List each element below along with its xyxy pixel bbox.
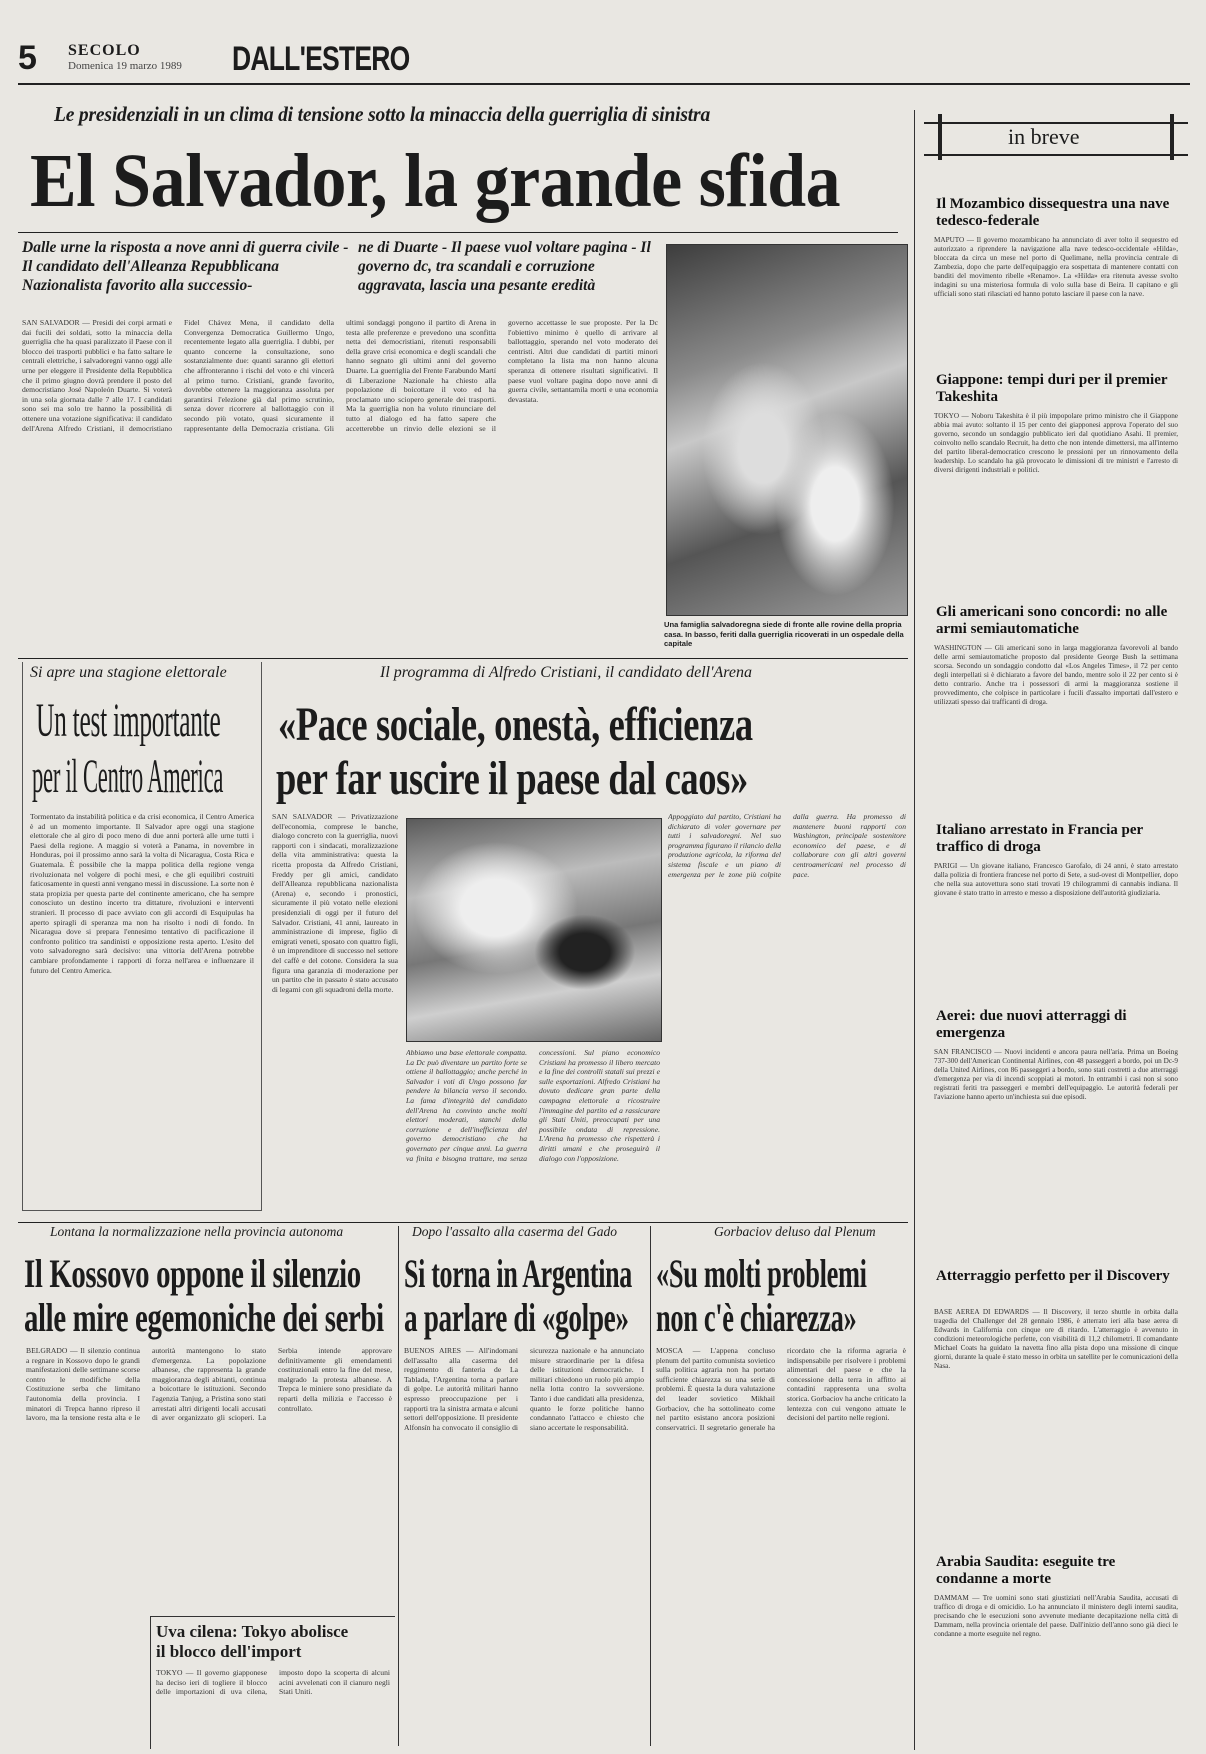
cristiani-body-right-text: La guerra va finita e bisogna trattare, ma senza concessioni. Sul piano economico Cristiani ha promesso il libero mercato e la fine dei controlli statali sui prezzi e sulle esportazioni. Alfredo Cristiani ha dovuto dedicare gran parte della campagna elettorale a ricostruire l'immagine del partito ed a rassicurare gli Stati Uniti, preoccupati per una possibile ondata di repressione. L'Arena ha promesso che rispetterà i diritti umani e che proseguirà il dialogo con l'opposizione. (406, 1048, 660, 1163)
uva-headline-1: Uva cilena: Tokyo abolisce (156, 1622, 349, 1641)
argentina-headline-1: Si torna in Argentina (404, 1251, 632, 1296)
brief-body-giappone: TOKYO — Noboru Takeshita è il più impopolare primo ministro che il Giappone abbia mai avuto: soltanto il 15 per cento dei giapponesi approva l'operato del suo governo, secondo un sondaggio pubblicato ieri dal quotidiano Asahi. Il premier, coinvolto nello scandalo Recruit, ha detto che non intende dimettersi, ma all'interno del partito liberal-democratico crescono le pressioni per un rinnovamento della leadership. Lo scandalo ha già provocato le dimissioni di tre ministri e l'arresto di diversi dirigenti industriali e politici. (934, 412, 1178, 474)
sidebar-divider (914, 110, 915, 1750)
lead-rule (18, 232, 898, 233)
cristiani-kicker: Il programma di Alfredo Cristiani, il candidato dell'Arena (380, 664, 753, 681)
argentina-kicker: Dopo l'assalto alla caserma del Gado (412, 1224, 618, 1239)
gorbaciov-body: MOSCA — L'appena concluso plenum del partito comunista sovietico sulla politica agraria non ha portato sufficiente chiarezza su una serie di problemi. È questa la dura valutazione del leader sovietico Mikhail Gorbaciov, che ha sottolineato come nel partito esistano ancora posizioni conservatrici. Il segretario generale ha ricordato che la riforma agraria è indispensabile per risolvere i problemi alimentari del paese e che la concessione della terra in affitto ai contadini rappresenta una svolta storica. Gorbaciov ha anche criticato la lentezza con cui vengono attuate le decisioni del partito nelle regioni. (656, 1346, 906, 1432)
brief-body-mozambico: MAPUTO — Il governo mozambicano ha annunciato di aver tolto il sequestro ed autorizzato a riprendere la navigazione alla nave tedesco-occidentale «Hilda», bloccata da circa un mese nel porto di Quelimane, nella provincia centrale di Zambezia, dopo che parte dell'equipaggio era sospettata di mantenere contatti con banditi del movimento ribelle «Renamo». La «Hilda» era ritenuta avesse svolto indagini su una misteriosa formula di volo sulla base di Beira. Il capitano e gli ufficiali sono stati rilasciati ed hanno potuto lasciare il paese con la nave. (934, 236, 1178, 298)
brief-title-aerei: Aerei: due nuovi atterraggi di emergenza (936, 1008, 1127, 1041)
bottom-rule (18, 1222, 908, 1223)
ca-kicker: Si apre una stagione elettorale (30, 664, 227, 681)
cristiani-headline-2: per far uscire il paese dal caos» (276, 752, 748, 805)
cristiani-body-far: Appoggiato dal partito, Cristiani ha dichiarato di voler governare per tutti i salvadoregni. Nel suo programma figurano il rilancio della produzione agricola, la riforma del sistema fiscale e un piano di emergenza per le zone più colpite dalla guerra. Ha promesso di mantenere buoni rapporti con Washington, principale sostenitore economico del paese, e di collaborare con gli altri governi centroamericani nel processo di pace. (668, 812, 906, 879)
cristiani-photo (406, 818, 662, 1042)
uva-body: TOKYO — Il governo giapponese ha deciso ieri di togliere il blocco delle importazioni di uva cilena, imposto dopo la scoperta di alcuni acini avvelenati con il cianuro negli Stati Uniti. (156, 1668, 390, 1697)
brief-body-aerei: SAN FRANCISCO — Nuovi incidenti e ancora paura nell'aria. Prima un Boeing 737-300 dell'American Continental Airlines, con 48 passeggeri a bordo, poi un Dc-9 della United Airlines, con 86 passeggeri a bordo, sono stati costretti a due atterraggi d'emergenza per via di incendi scoppiati ai motori. In entrambi i casi non si sono registrati feriti tra passeggeri e membri dell'equipaggio. Le autorità federali per l'aviazione hanno aperto un'inchiesta sui due episodi. (934, 1048, 1178, 1101)
argentina-headline-2: a parlare di «golpe» (404, 1295, 629, 1340)
gorbaciov-headline-1: «Su molti problemi (656, 1251, 867, 1296)
sidebar-header: in breve (1008, 124, 1080, 149)
sidebar-header-bracket-right (1170, 114, 1174, 160)
argentina-body: BUENOS AIRES — All'indomani dell'assalto alla caserma del reggimento di fanteria de La Tablada, l'Argentina torna a parlare di golpe. Le autorità militari hanno espresso preoccupazione per i rapporti tra la sinistra armata e alcuni settori dell'opposizione. Il presidente Alfonsín ha convocato il consiglio di sicurezza nazionale e ha annunciato misure straordinarie per la difesa delle istituzioni democratiche. I militari chiedono un ruolo più ampio nella lotta contro la sovversione. Tanto i due candidati alla presidenza, quanto le forze politiche hanno condannato l'attacco e chiesto che siano accertate le responsabilità. (404, 1346, 644, 1432)
uva-headline-2: il blocco dell'import (156, 1642, 302, 1661)
brief-title-italiano: Italiano arrestato in Francia per traffico di droga (936, 822, 1143, 855)
kossovo-body: BELGRADO — Il silenzio continua a regnare in Kossovo dopo le grandi manifestazioni delle settimane scorse contro le modifiche della Costituzione serba che limitano l'autonomia della provincia. I minatori di Trepca hanno ripreso il lavoro, ma la tensione resta alta e le autorità mantengono lo stato d'emergenza. La popolazione albanese, che rappresenta la grande maggioranza degli abitanti, continua a boicottare le istituzioni. Secondo l'agenzia Tanjug, a Pristina sono stati arrestati altri dirigenti locali accusati di aver organizzato gli scioperi. La Serbia intende approvare definitivamente gli emendamenti costituzionali entro la fine del mese, malgrado la protesta albanese. A Trepca le miniere sono presidiate da reparti della milizia e l'accesso è controllato. (26, 1346, 392, 1423)
cristiani-body-left: SAN SALVADOR — Privatizzazione dell'economia, comprese le banche, dialogo concreto con la guerriglia, nuovi rapporti con i sindacati, moralizzazione della vita amministrativa: questa la ricetta proposta da Alfredo Cristiani, Freddy per gli amici, candidato dell'Alleanza repubblicana nazionalista (Arena) e, secondo i pronostici, sicuramente il più votato nelle elezioni presidenziali di oggi per il futuro del Salvador. Cristiani, 41 anni, laureato in amministrazione di imprese, figlio di emigrati veneti, sposato con quattro figli, è un imprenditore di successo nel settore del caffè e del cotone. Considera la sua figura una garanzia di moderazione per un partito che in passato è stato accusato di legami con gli squadroni della morte. (272, 812, 398, 994)
cristiani-headline-1: «Pace sociale, onestà, efficienza (278, 698, 753, 751)
lead-photo (666, 244, 908, 616)
logo: SECOLO (68, 42, 141, 59)
brief-title-mozambico: Il Mozambico dissequestra una nave tedesco-federale (936, 196, 1170, 229)
lead-subhead-left: Dalle urne la risposta a nove anni di guerra civile - Il candidato dell'Alleanza Repubblicana Nazionalista favorito alla successio- (22, 239, 349, 294)
mid-rule (18, 658, 908, 659)
bottom-divider-1 (398, 1226, 399, 1746)
kossovo-kicker: Lontana la normalizzazione nella provincia autonoma (50, 1224, 344, 1239)
gorbaciov-kicker: Gorbaciov deluso dal Plenum (714, 1224, 876, 1239)
ca-body: Tormentato da instabilità politica e da crisi economica, il Centro America è ad un momento importante. Il Salvador apre oggi una stagione elettorale che al giro di poco meno di due anni porterà alle urne tutti i Paesi della regione. A maggio si voterà a Panama, in novembre in Honduras, poi il prossimo anno sarà la volta di Nicaragua, Costa Rica e Guatemala. È possibile che la mappa politica della regione venga rivoluzionata nel volgere di pochi mesi, e che gli equilibri costruiti faticosamente in questi anni vengano messi in discussione. La sorte non è stata propizia per questa parte del continente americano, che ha sempre conosciuto un destino incerto tra dittature, rivoluzioni e interventi stranieri. Il processo di pace avviato con gli accordi di Esquipulas ha aperto spiragli di speranza ma non ha risolto i nodi di fondo. In Nicaragua dove si prepara l'ennesimo tentativo di pacificazione il confronto politico tra sandinisti e opposizione resta aperto. L'esito del voto salvadoregno sarà decisivo: una vittoria dell'Arena potrebbe cambiare profondamente i rapporti di forza nell'area e influenzare il futuro del Centro America. (30, 812, 254, 975)
brief-title-americani: Gli americani sono concordi: no alle armi semiautomatiche (936, 604, 1168, 637)
brief-title-discovery: Atterraggio perfetto per il Discovery (936, 1268, 1170, 1284)
brief-body-arabia: DAMMAM — Tre uomini sono stati giustiziati nell'Arabia Saudita, accusati di traffico di droga e di omicidio. Lo ha annunciato il ministero degli interni saudita, precisando che le esecuzioni sono avvenute mediante decapitazione nella città di Dammam, nella provincia orientale del paese. Dall'inizio dell'anno sono già dieci le condanne a morte eseguite nel regno. (934, 1594, 1178, 1638)
gorbaciov-headline-2: non c'è chiarezza» (656, 1295, 857, 1340)
ca-headline-2: per il Centro America (32, 750, 224, 803)
masthead-rule (18, 83, 1190, 85)
page-number: 5 (18, 39, 37, 77)
lead-body: SAN SALVADOR — Presidi dei corpi armati e dai fucili dei soldati, sotto la minaccia della guerriglia che ha quasi paralizzato il Paese con il blocco dei trasporti pubblici e ha fatto saltare le centrali elettriche, i salvadoregni vanno oggi alle urne per eleggere il Presidente della Repubblica che il primo giugno dovrà prendere il posto del democristiano José Napoleón Duarte. Si voterà in una sola giornata dalle 7 alle 17. I candidati sono sei ma solo tre hanno la possibilità di ottenere una votazione significativa: il candidato dell'Arena Alfredo Cristiani, il democristiano Fidel Chávez Mena, il candidato della Convergenza Democratica Guillermo Ungo, recentemente legato alla guerriglia. I dubbi, per quanto concerne la consultazione, sono sostanzialmente due: quanti saranno gli elettori che affronteranno i rischi del voto e chi vincerà al primo turno. Cristiani, grande favorito, dovrebbe ottenere la maggioranza assoluta per garantirsi l'elezione già dal primo scrutinio, senza dover ricorrere al ballottaggio con il secondo più votato, quasi sicuramente il rappresentante della Democrazia cristiana. Gli ultimi sondaggi pongono il partito di Arena in testa alle preferenze e prevedono una sconfitta netta dei democristiani, ritenuti responsabili della grave crisi economica e degli scandali che hanno segnato gli ultimi anni del governo Duarte. La guerriglia del Frente Farabundo Martí di Liberazione Nazionale ha chiesto alla popolazione di boicottare il voto ed ha proclamato uno sciopero generale dei trasporti. Ma la guerriglia non ha voluto rinunciare del tutto al dialogo ed ha fatto sapere che accetterebbe un rinvio delle elezioni se il governo accettasse le sue proposte. Per la Dc l'obiettivo minimo è quello di arrivare al ballottaggio, sperando nel voto moderato dei centristi. Altri due candidati di partiti minori completano la lista ma non hanno alcuna speranza di ottenere risultati significativi. Il paese vuol voltare pagina dopo nove anni di guerra civile, settantamila morti e una economia devastata. (22, 318, 658, 433)
section-title: DALL'ESTERO (232, 40, 410, 78)
ca-headline-1: Un test importante (36, 694, 221, 747)
lead-headline: El Salvador, la grande sfida (30, 139, 841, 223)
lead-kicker: Le presidenziali in un clima di tensione sotto la minaccia della guerriglia di sinistra (54, 102, 711, 126)
cristiani-body-mid (406, 1048, 660, 1212)
issue-date: Domenica 19 marzo 1989 (68, 60, 182, 72)
brief-title-arabia: Arabia Saudita: eseguite tre condanne a morte (936, 1554, 1116, 1587)
bottom-divider-2 (650, 1226, 651, 1746)
kossovo-headline-1: Il Kossovo oppone il silenzio (24, 1251, 361, 1296)
kossovo-headline-2: alle mire egemoniche dei serbi (24, 1295, 384, 1340)
brief-body-americani: WASHINGTON — Gli americani sono in larga maggioranza favorevoli al bando delle armi semiautomatiche proposto dal presidente George Bush la settimana scorsa. Secondo un sondaggio condotto dal «Los Angeles Times», il 72 per cento degli interpellati si è dichiarato a favore del bando, mentre solo il 22 per cento si è detto contrario. Anche tra i possessori di armi la maggioranza sostiene il provvedimento, che colpisce in particolare i fucili d'assalto importati dall'estero e utilizzati spesso dai trafficanti di droga. (934, 644, 1178, 706)
brief-body-italiano: PARIGI — Un giovane italiano, Francesco Garofalo, di 24 anni, è stato arrestato dalla polizia di frontiera francese nel porto di Sete, a sud-ovest di Montpellier, dopo che nella sua autovettura sono stati trovati 19 chilogrammi di cannabis indiana. Il giovane è stato tratto in arresto e messo a disposizione dell'autorità giudiziaria. (934, 862, 1178, 897)
lead-subhead-right: ne di Duarte - Il paese vuol voltare pagina - Il governo dc, tra scandali e corruzione aggravata, lascia una pesante eredità (358, 239, 651, 294)
sidebar-header-bracket-left (938, 114, 942, 160)
brief-body-discovery: BASE AEREA DI EDWARDS — Il Discovery, il terzo shuttle in orbita dalla tragedia del Challenger del 28 gennaio 1986, è atterrato ieri alla base aerea di Edwards in California con cinque ore di ritardo. L'atterraggio è avvenuto in condizioni meteorologiche perfette, con visibilità di 11,2 chilometri. Il comandante Michael Coats ha guidato la navetta fino alla pista dopo una missione di cinque giorni, durante la quale è stato messo in orbita un satellite per le comunicazioni della Nasa. (934, 1308, 1178, 1370)
lead-photo-caption: Una famiglia salvadoregna siede di fronte alle rovine della propria casa. In basso, feriti dalla guerriglia ricoverati in un ospedale della capitale (664, 620, 904, 648)
cristiani-body-mid-text: Abbiamo una base elettorale compatta. La Dc può diventare un partito forte se ottiene il ballottaggio; anche perché in Salvador i voti di Ungo possono far pendere la bilancia verso il secondo. La fama d'integrità del candidato dell'Arena ha convinto anche molti elettori moderati, stanchi della corruzione e dell'inefficienza del governo democristiano che ha governato per cinque anni. (406, 1048, 527, 1153)
brief-title-giappone: Giappone: tempi duri per il premier Takeshita (936, 372, 1168, 405)
